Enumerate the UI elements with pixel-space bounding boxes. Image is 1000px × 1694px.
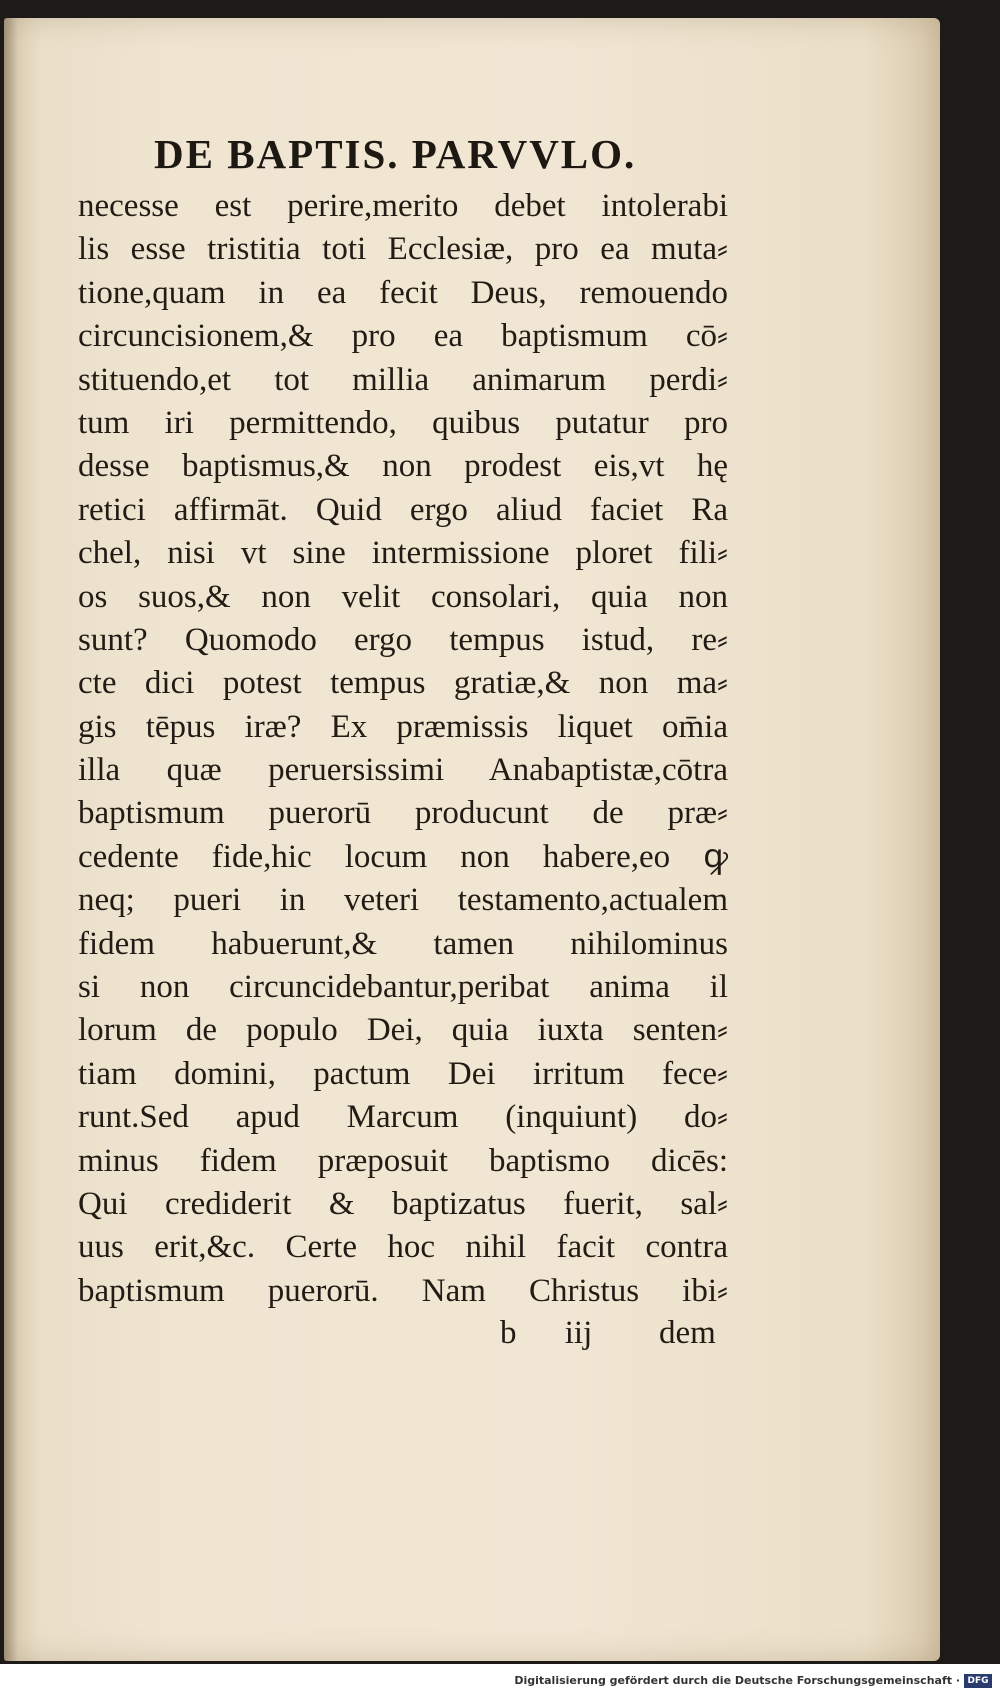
text-line: illa quæ peruersissimi Anabaptistæ,cōtra <box>78 752 728 789</box>
signature-mark <box>500 1315 632 1352</box>
catchword: dem <box>659 1315 716 1351</box>
text-block <box>78 185 728 1313</box>
digitization-footer <box>0 1664 1000 1694</box>
text-line: necesse est perire,merito debet intolerabi <box>78 188 728 224</box>
signature-number: iij <box>564 1315 593 1351</box>
text-line: baptismum puerorū producunt de præ⸗ <box>78 795 728 832</box>
text-line: baptismum puerorū. Nam Christus ibi⸗ <box>78 1272 728 1309</box>
text-line: os suos,& non velit consolari, quia non <box>78 578 728 615</box>
text-line: lis esse tristitia toti Ecclesiæ, pro ea muta⸗ <box>78 231 728 268</box>
text-line: chel, nisi vt sine intermissione ploret fili⸗ <box>78 535 728 572</box>
text-line: fidem habuerunt,& tamen nihilominus <box>78 925 728 962</box>
text-line: circuncisionem,& pro ea baptismum cō⸗ <box>78 318 728 355</box>
text-line: neq; pueri in veteri testamento,actualem <box>78 882 728 919</box>
text-line: desse baptismus,& non prodest eis,vt hę <box>78 448 728 485</box>
text-line: lorum de populo Dei, quia iuxta senten⸗ <box>78 1012 728 1049</box>
dfg-logo-icon: DFG <box>964 1674 992 1688</box>
text-line: Qui crediderit & baptizatus fuerit, sal⸗ <box>78 1185 728 1222</box>
text-line: retici affirmāt. Quid ergo aliud faciet Ra <box>78 491 728 528</box>
signature-letter: b <box>500 1315 517 1351</box>
text-line: sunt? Quomodo ergo tempus istud, re⸗ <box>78 621 728 658</box>
text-line: stituendo,et tot millia animarum perdi⸗ <box>78 361 728 398</box>
funding-credit: Digitalisierung gefördert durch die Deutsche Forschungsgemeinschaft · <box>514 1674 960 1687</box>
text-line: cedente fide,hic locum non habere,eo ꝙ <box>78 838 728 875</box>
running-head: DE BAPTIS. PARVVLO. <box>154 131 637 177</box>
text-line: minus fidem præposuit baptismo dicēs: <box>78 1142 728 1179</box>
text-line: runt.Sed apud Marcum (inquiunt) do⸗ <box>78 1099 728 1136</box>
text-line: gis tēpus iræ? Ex præmissis liquet om̄ia <box>78 708 728 745</box>
text-line: uus erit,&c. Certe hoc nihil facit contra <box>78 1229 728 1266</box>
text-line: tiam domini, pactum Dei irritum fece⸗ <box>78 1055 728 1092</box>
text-line: cte dici potest tempus gratiæ,& non ma⸗ <box>78 665 728 702</box>
text-line: si non circuncidebantur,peribat anima il <box>78 969 728 1006</box>
text-line: tum iri permittendo, quibus putatur pro <box>78 404 728 441</box>
text-line: tione,quam in ea fecit Deus, remouendo <box>78 274 728 311</box>
book-page <box>4 18 940 1661</box>
